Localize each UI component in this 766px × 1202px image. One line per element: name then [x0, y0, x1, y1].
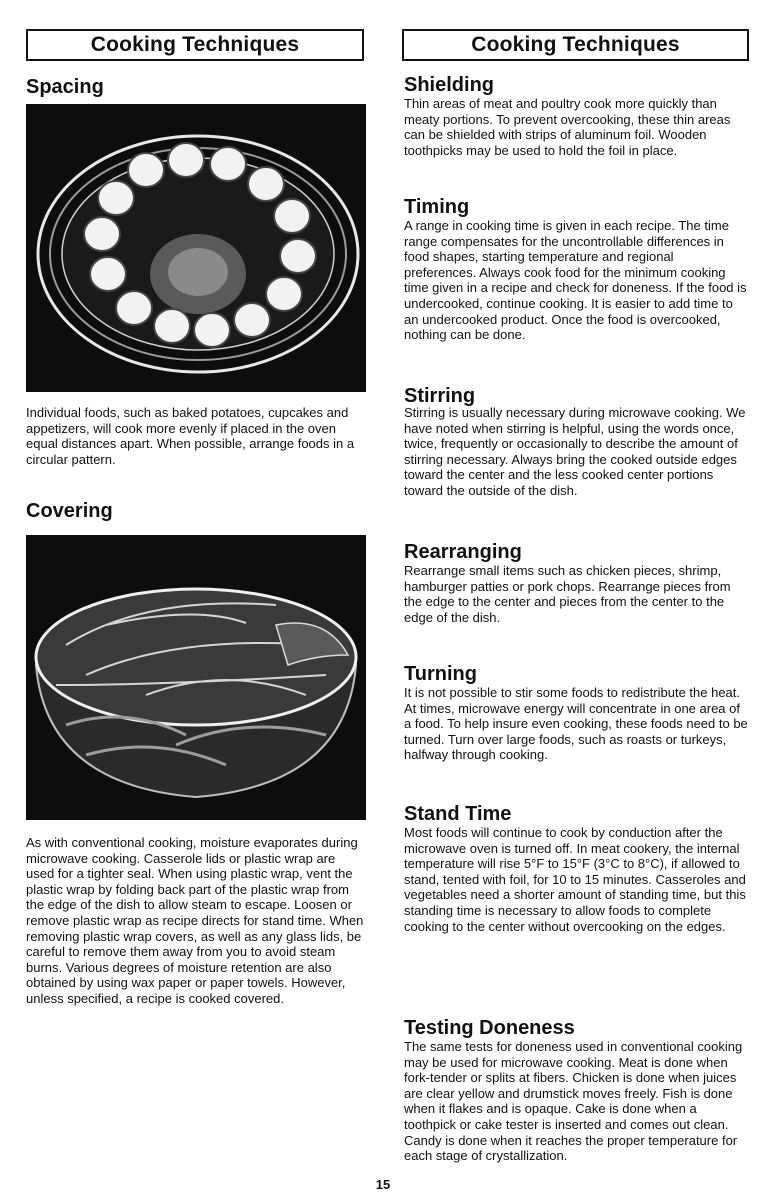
spacing-photo-illustration	[26, 104, 366, 392]
covering-heading: Covering	[26, 500, 113, 522]
right-header-box	[402, 29, 749, 61]
covering-photo	[26, 535, 366, 820]
left-header-title: Cooking Techniques	[90, 33, 300, 56]
shielding-heading: Shielding	[404, 74, 494, 96]
rearranging-text: Rearrange small items such as chicken pieces, shrimp, hamburger patties or pork chops. Rearrange pieces from the edge to the center and pieces from the center to the edge of the dish.	[404, 563, 731, 625]
turning-heading: Turning	[404, 663, 477, 685]
timing-heading: Timing	[404, 196, 470, 218]
stirring-text: Stirring is usually necessary during microwave cooking. We have noted when stirring is helpful, using the words once, twice, frequently or occasionally to describe the amount of stirring necessary. Always bring the cooked outside edges toward the center and the less cooked center portions toward the outside of the dish.	[404, 405, 746, 498]
testing-doneness-heading: Testing Doneness	[404, 1017, 575, 1039]
right-header-title: Cooking Techniques	[471, 33, 680, 56]
timing-text: A range in cooking time is given in each recipe. The time range compensates for the uncontrollable differences in food shapes, starting temperature and regional preferences. Always cook food for the minimum cooking time given in a recipe and check for doneness. If the food is undercooked, continue cooking. It is easier to add time to an undercooked product. Once the food is overcooked, nothing can be done.	[404, 218, 747, 343]
page-number: 15	[375, 1177, 391, 1192]
stand-time-text: Most foods will continue to cook by conduction after the microwave oven is turned off. In meat cookery, the internal temperature will rise 5°F to 15°F (3°C to 8°C), if allowed to stand, tented with foil, for 10 to 15 minutes. Casseroles and vegetables need a shorter amount of standing time, but this standing time is necessary to allow foods to complete cooking to the center without overcooking on the edges.	[404, 825, 746, 934]
spacing-photo	[26, 104, 366, 392]
left-header-box	[26, 29, 364, 61]
spacing-text: Individual foods, such as baked potatoes, cupcakes and appetizers, will cook more evenly if placed in the oven equal distances apart. When possible, arrange foods in a circular pattern.	[26, 405, 355, 467]
testing-doneness-text: The same tests for doneness used in conventional cooking may be used for microwave cooking. Meat is done when fork-tender or splits at fibers. Chicken is done when juices are clear yellow and drumstick moves freely. Fish is done when it flakes and is opaque. Cake is done when a toothpick or cake tester is inserted and comes out clean. Candy is done when it reaches the proper temperature for each stage of crystallization.	[404, 1039, 743, 1164]
covering-photo-illustration	[26, 535, 366, 820]
covering-text: As with conventional cooking, moisture evaporates during microwave cooking. Casserole lids or plastic wrap are used for a tighter seal. When using plastic wrap, vent the plastic wrap by folding back part of the plastic wrap from the edge of the dish to allow steam to escape. Loosen or remove plastic wrap as recipe directs for stand time. When removing plastic wrap covers, as well as any glass lids, be careful to remove them away from you to avoid steam burns. Various degrees of moisture retention are also obtained by using wax paper or paper towels. However, unless specified, a recipe is cooked covered.	[26, 835, 364, 1006]
spacing-heading: Spacing	[26, 76, 104, 98]
stirring-heading: Stirring	[404, 385, 476, 407]
stand-time-heading: Stand Time	[404, 803, 512, 825]
turning-text: It is not possible to stir some foods to redistribute the heat. At times, microwave energy will concentrate in one area of a food. To help insure even cooking, these foods need to be turned. Turn over large foods, such as roasts or turkeys, halfway through cooking.	[404, 685, 748, 763]
shielding-text: Thin areas of meat and poultry cook more quickly than meaty portions. To prevent overcooking, these thin areas can be shielded with strips of aluminum foil. Wooden toothpicks may be used to hold the foil in place.	[404, 96, 731, 158]
rearranging-heading: Rearranging	[404, 541, 522, 563]
